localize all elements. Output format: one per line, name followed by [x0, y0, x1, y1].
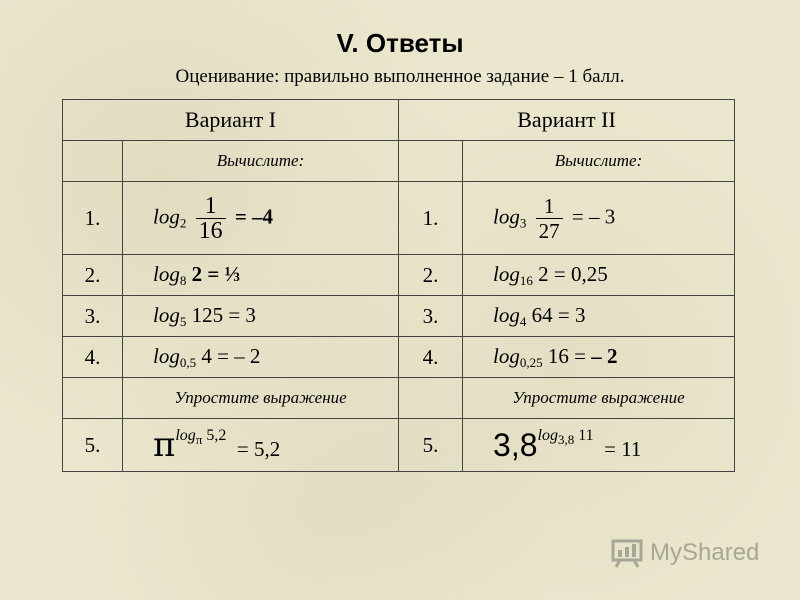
task-number: 5.: [63, 419, 123, 472]
log-symbol: log: [153, 302, 180, 327]
answer-v1-q1: [123, 182, 399, 255]
fraction: [196, 194, 226, 243]
power-base: 3,8: [493, 426, 538, 463]
answer-v2-q3: [463, 296, 735, 337]
table-row: [63, 419, 735, 472]
instruction-row-simplify: [63, 378, 735, 419]
task-number: 4.: [399, 337, 463, 378]
table-row: [63, 337, 735, 378]
instruction-compute-v1: Вычислите:: [123, 141, 399, 182]
log-symbol: log: [493, 203, 520, 228]
log-base: 3,8: [557, 431, 575, 447]
log-base: 3: [519, 214, 527, 230]
result: = 11: [604, 436, 642, 461]
task-number: 5.: [399, 419, 463, 472]
log-base: π: [195, 432, 203, 447]
log-argument: 11: [578, 426, 594, 444]
expression-rest: 4 = – 2: [196, 343, 261, 368]
log-base: 2: [179, 214, 187, 230]
result: = –4: [234, 203, 274, 228]
instruction-compute-v2: Вычислите:: [463, 141, 735, 182]
log-symbol: log: [493, 261, 520, 286]
grading-note: Оценивание: правильно выполненное задание – 1 балл.: [175, 66, 625, 87]
result: – 2: [591, 343, 618, 368]
numerator: 1: [536, 194, 563, 219]
expression-rest: 64 = 3: [526, 302, 586, 327]
header-variant-1: Вариант I: [63, 100, 399, 141]
denominator: 16: [198, 217, 223, 244]
answers-table: [62, 99, 735, 472]
instruction-simplify-v1: Упростите выражение: [123, 378, 399, 419]
empty-cell: [399, 141, 463, 182]
log-argument: 5,2: [202, 427, 227, 444]
table-row: [63, 182, 735, 255]
answer-v1-q4: [123, 337, 399, 378]
task-number: 1.: [399, 182, 463, 255]
answer-v2-q1: [463, 182, 735, 255]
answer-v2-q5: [463, 419, 735, 472]
log-base: 4: [519, 313, 527, 329]
expression-rest: 16 =: [542, 343, 592, 368]
log-symbol: log: [175, 427, 196, 444]
fraction: [536, 194, 563, 243]
answer-v2-q4: [463, 337, 735, 378]
log-symbol: log: [153, 261, 180, 286]
watermark-text: MyShared: [650, 539, 760, 566]
log-base: 16: [519, 272, 533, 288]
log-base: 0,5: [179, 354, 197, 370]
task-number: 2.: [399, 255, 463, 296]
pi-symbol: π: [153, 425, 176, 465]
empty-cell: [63, 378, 123, 419]
table-header-row: [63, 100, 735, 141]
numerator: 1: [196, 194, 226, 219]
task-number: 4.: [63, 337, 123, 378]
log-symbol: log: [153, 203, 180, 228]
answer-v1-q2: [123, 255, 399, 296]
log-symbol: log: [153, 343, 180, 368]
table-row: [63, 255, 735, 296]
expression-rest: 2 = 0,25: [532, 261, 608, 286]
task-number: 2.: [63, 255, 123, 296]
log-symbol: log: [537, 426, 558, 444]
log-symbol: log: [493, 302, 520, 327]
task-number: 3.: [63, 296, 123, 337]
expression-rest: 2 = ⅓: [186, 261, 241, 286]
denominator: 27: [538, 218, 560, 243]
answer-v2-q2: [463, 255, 735, 296]
log-base: 0,25: [519, 354, 543, 370]
empty-cell: [399, 378, 463, 419]
task-number: 1.: [63, 182, 123, 255]
log-symbol: log: [493, 343, 520, 368]
exponent: [175, 427, 227, 447]
watermark-logo: [610, 538, 759, 568]
expression-rest: 125 = 3: [186, 302, 256, 327]
log-base: 5: [179, 313, 187, 329]
result: = 5,2: [236, 437, 281, 461]
answer-v1-q3: [123, 296, 399, 337]
exponent: [537, 426, 594, 447]
presentation-board-icon: [610, 538, 644, 568]
task-number: 3.: [399, 296, 463, 337]
instruction-row-compute: [63, 141, 735, 182]
header-variant-2: Вариант II: [399, 100, 735, 141]
instruction-simplify-v2: Упростите выражение: [463, 378, 735, 419]
result: = – 3: [571, 203, 616, 228]
log-base: 8: [179, 272, 187, 288]
empty-cell: [63, 141, 123, 182]
page-title: V. Ответы: [336, 28, 464, 58]
answer-v1-q5: [123, 419, 399, 472]
table-row: [63, 296, 735, 337]
